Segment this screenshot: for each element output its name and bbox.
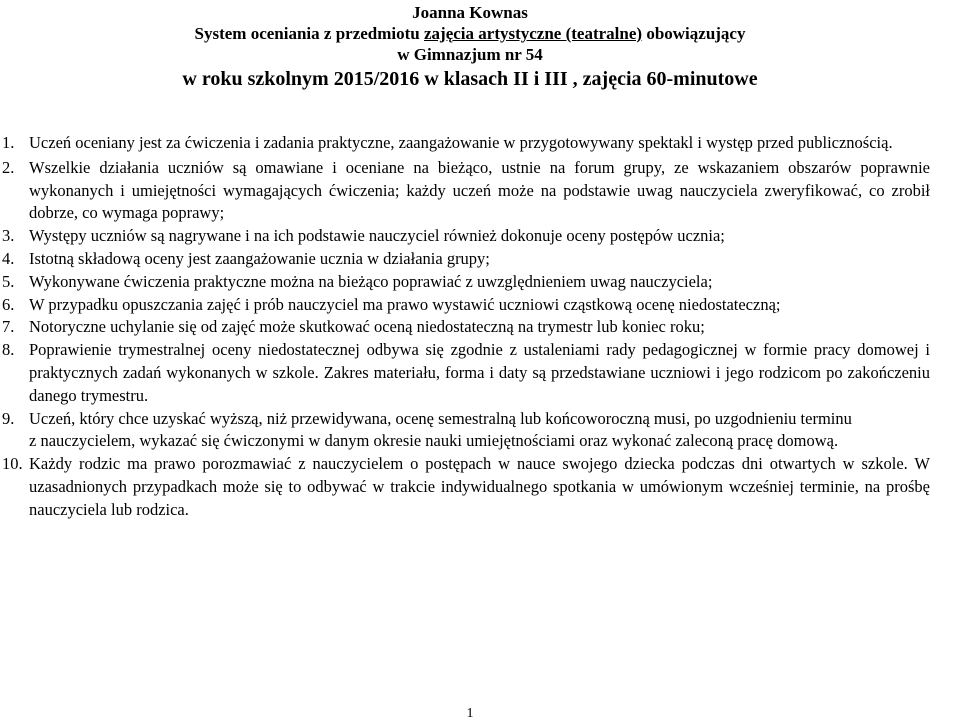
list-item [0,271,930,294]
list-item-text: Wykonywane ćwiczenia praktyczne można na bieżąco poprawiać z uwzględnieniem uwag nauczyciela; [29,271,713,291]
list-item-number: 9. [2,408,15,428]
list-item-number: 10. [2,454,23,474]
list-item-text: W przypadku opuszczania zajęć i prób nauczyciel ma prawo wystawić uczniowi cząstkową ocenę niedostateczną; [29,294,781,314]
school-name: w Gimnazjum nr 54 [397,45,543,64]
title-prefix: System oceniania z przedmiotu [194,24,424,43]
list-item-text [29,408,930,454]
document-header [0,2,940,93]
author-name: Joanna Kownas [412,3,528,22]
list-item-text: Uczeń oceniany jest za ćwiczenia i zadania praktyczne, zaangażowanie w przygotowywany spektakl i występ przed publicznością. [29,133,893,152]
list-item-text: Każdy rodzic ma prawo porozmawiać z nauczycielem o postępach w nauce swojego dziecka podczas dni otwartych w szkole. W uzasadnionych przypadkach może się to odbywać w trakcie indywidualnego spotkania w umówionym wcześniej terminie, na prośbę nauczyciela lub rodzica. [29,454,930,519]
grading-rules-list [0,132,930,522]
list-item-text-part-2: z nauczycielem, wykazać się ćwiczonymi w danym okresie nauki umiejętnościami oraz wykonać zaleconą pracę domową. [29,431,839,451]
list-item-number: 4. [2,248,15,268]
list-item-text: Poprawienie trymestralnej oceny niedostatecznej odbywa się zgodnie z ustaleniami rady pedagogicznej w formie pracy domowej i praktycznych zadań wykonanych w szkole. Zakres materiału, forma i daty są przedstawiane uczniowi i jego rodzicom po zakończeniu danego trymestru. [29,340,930,405]
list-item [0,339,930,407]
list-item-number: 6. [2,294,15,314]
list-item-number: 3. [2,226,15,246]
list-item [0,225,930,248]
list-item-text: Notoryczne uchylanie się od zajęć może skutkować oceną niedostateczną na trymestr lub koniec roku; [29,317,705,337]
list-item-number: 5. [2,271,15,291]
title-subject: zajęcia artystyczne (teatralne) [424,24,643,43]
document-title [0,23,940,44]
list-item [0,157,930,225]
list-item [0,294,930,317]
title-suffix: obowiązujący [642,24,746,43]
list-item [0,408,930,454]
school-year-line: w roku szkolnym 2015/2016 w klasach II i III , zajęcia 60-minutowe [182,68,758,90]
list-item [0,132,930,155]
list-item-number: 2. [2,157,15,177]
list-item-text-part-1: Uczeń, który chce uzyskać wyższą, niż przewidywana, ocenę semestralną lub końcoworoczną musi, po uzgodnieniu terminu [29,408,852,428]
page-number: 1 [466,706,474,721]
list-item [0,248,930,271]
list-item-number: 8. [2,340,15,360]
list-item-text: Istotną składową oceny jest zaangażowanie ucznia w działania grupy; [29,248,490,268]
list-item [0,316,930,339]
list-item-text: Wszelkie działania uczniów są omawiane i oceniane na bieżąco, ustnie na forum grupy, ze wskazaniem obszarów poprawnie wykonanych i umiejętności wymagających ćwiczenia; każdy uczeń może na podstawie uwag nauczyciela zweryfikować, co zrobił dobrze, co wymaga poprawy; [29,157,930,223]
list-item-number: 7. [2,317,15,337]
list-item-text: Występy uczniów są nagrywane i na ich podstawie nauczyciel również dokonuje oceny postępów ucznia; [29,226,725,246]
list-item [0,453,930,521]
list-item-number: 1. [2,133,15,152]
